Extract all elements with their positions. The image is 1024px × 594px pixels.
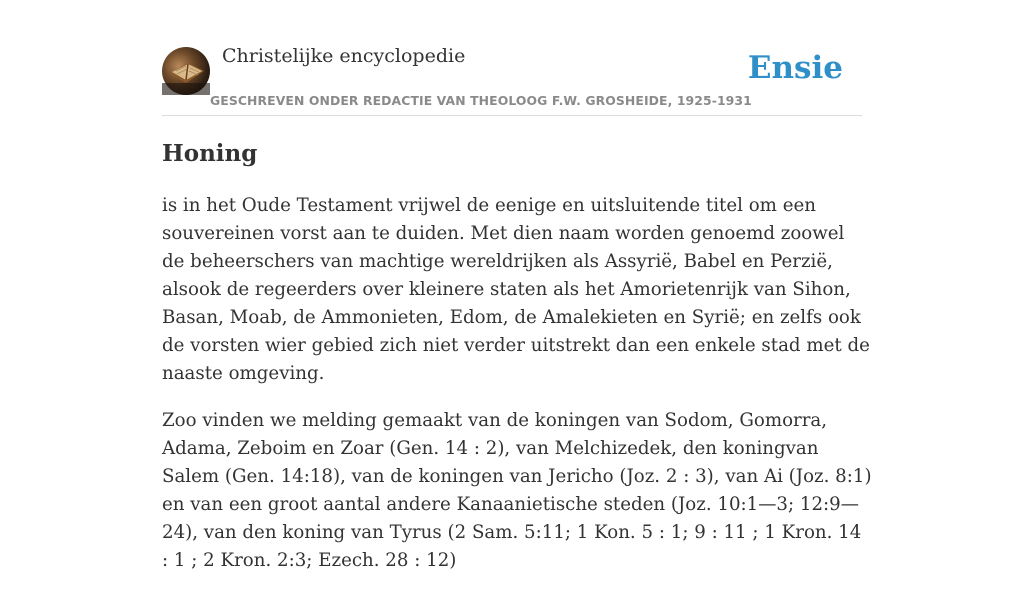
site-subtitle: GESCHREVEN ONDER REDACTIE VAN THEOLOOG F.W. GROSHEIDE, 1925-1931 (210, 93, 752, 108)
brand-logo[interactable]: Ensie (747, 50, 843, 86)
book-icon (162, 47, 210, 95)
site-title[interactable]: Christelijke encyclopedie (222, 45, 466, 67)
book-photo-avatar[interactable] (162, 47, 210, 95)
article-title: Honing (162, 140, 258, 167)
article-paragraph: Zoo vinden we melding gemaakt van de koningen van Sodom, Gomorra, Adama, Zeboim en Zoar (Gen. 14 : 2), van Melchizedek, den koningvan Salem (Gen. 14:18), van de koningen van Jericho (Joz. 2 : 3), van Ai (Joz. 8:1) en van een groot aantal andere Kanaanietische steden (Joz. 10:1—3; 12:9—24), van den koning van Tyrus (2 Sam. 5:11; 1 Kon. 5 : 1; 9 : 11 ; 1 Kron. 14 : 1 ; 2 Kron. 2:3; Ezech. 28 : 12) (162, 410, 872, 571)
article-paragraph: is in het Oude Testament vrijwel de eenige en uitsluitende titel om een souvereinen vorst aan te duiden. Met dien naam worden genoemd zoowel de beheerschers van machtige wereldrijken als Assyrië, Babel en Perzië, alsook de regeerders over kleinere staten als het Amorietenrijk van Sihon, Basan, Moab, de Ammonieten, Edom, de Amalekieten en Syrië; en zelfs ook de vorsten wier gebied zich niet verder uitstrekt dan een enkele stad met de naaste omgeving. (162, 195, 870, 384)
site-header (162, 0, 862, 116)
article-body (162, 192, 872, 594)
